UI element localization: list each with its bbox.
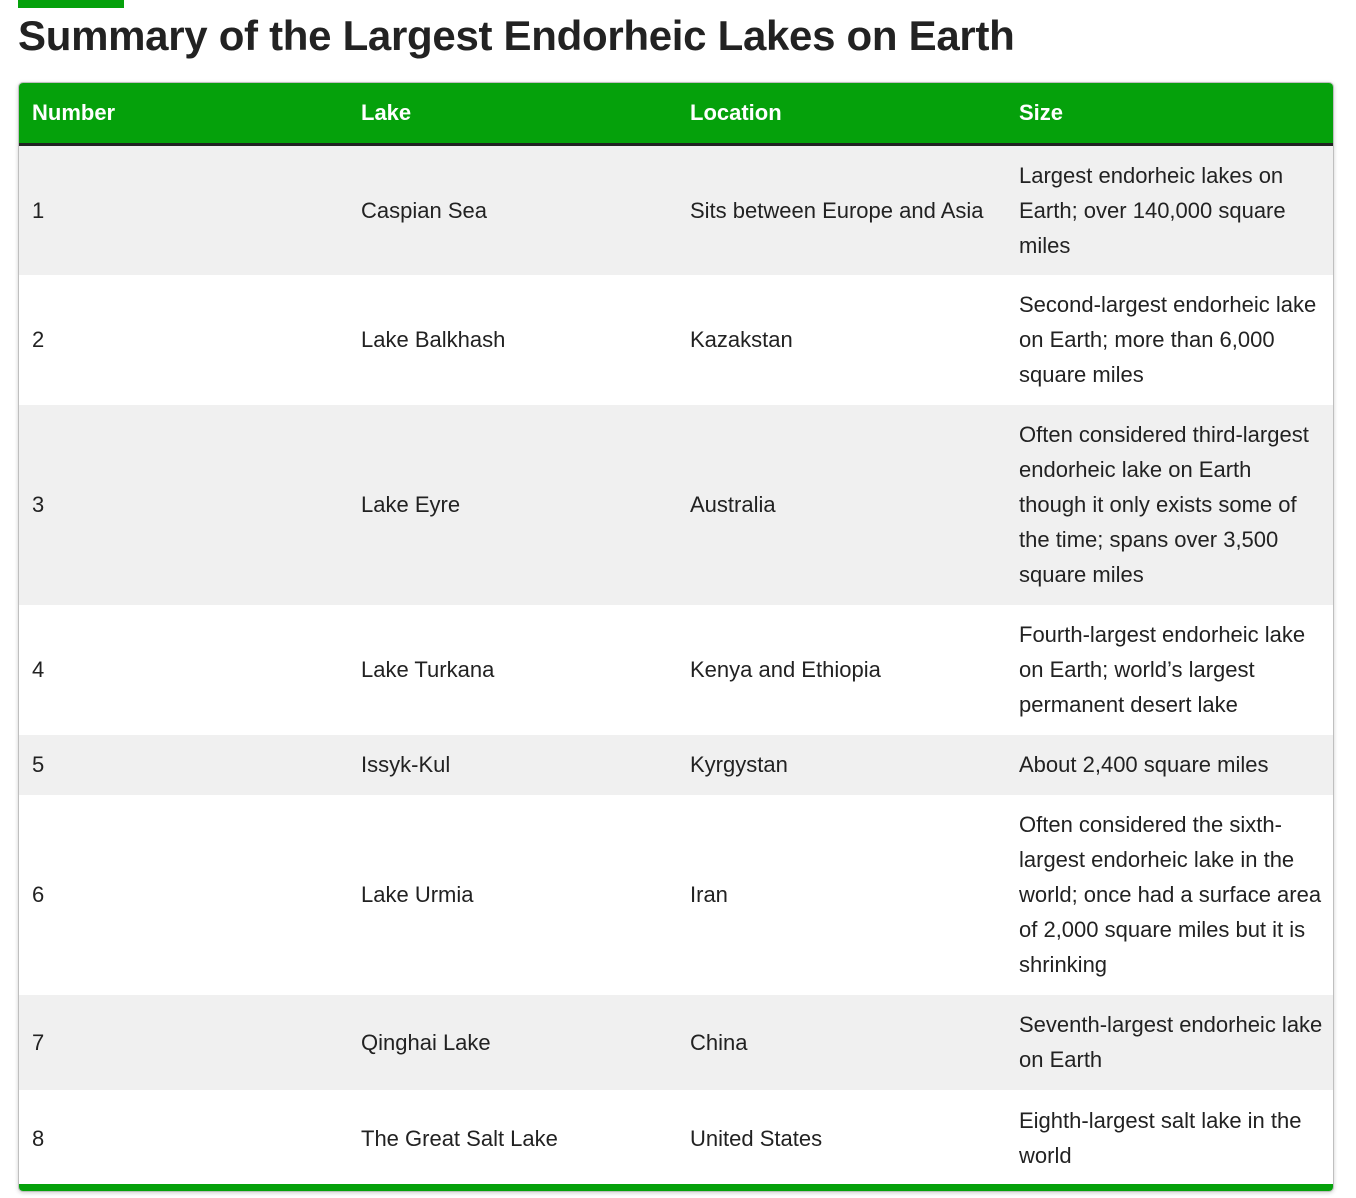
- table-row: [19, 735, 1333, 795]
- cell-size: Eighth-largest salt lake in the world: [1019, 1108, 1302, 1168]
- table-row: [19, 144, 1333, 275]
- table-header: [19, 83, 1333, 144]
- cell-location: Kenya and Ethiopia: [690, 657, 881, 682]
- cell-lake: Lake Balkhash: [361, 327, 506, 352]
- page-title: Summary of the Largest Endorheic Lakes on Earth: [18, 12, 1015, 59]
- cell-lake: Lake Turkana: [361, 657, 495, 682]
- column-header-size: Size: [1006, 83, 1333, 144]
- cell-location: China: [690, 1029, 748, 1055]
- cell-location: Iran: [690, 882, 728, 907]
- table-row: [19, 1090, 1333, 1185]
- cell-number: 6: [32, 882, 45, 907]
- cell-location: United States: [690, 1125, 823, 1151]
- cell-number: 8: [32, 1125, 45, 1151]
- cell-number: 5: [32, 752, 45, 777]
- column-header-location: Location: [677, 83, 1006, 144]
- cell-size: Often considered third-largest endorheic lake on Earth though it only exists some of the time; spans over 3,500 square miles: [1019, 422, 1309, 587]
- cell-number: 1: [32, 197, 45, 223]
- lakes-table: [19, 83, 1333, 1185]
- cell-number: 3: [32, 492, 45, 517]
- cell-size: Second-largest endorheic lake on Earth; more than 6,000 square miles: [1019, 292, 1317, 387]
- cell-size: Seventh-largest endorheic lake on Earth: [1019, 1012, 1323, 1072]
- cell-number: 4: [32, 657, 45, 682]
- cell-lake: Lake Urmia: [361, 882, 474, 907]
- table-row: [19, 795, 1333, 995]
- cell-size: Largest endorheic lakes on Earth; over 140,000 square miles: [1019, 162, 1286, 258]
- table-header-row: [19, 83, 1333, 144]
- table-row: [19, 605, 1333, 735]
- table-row: [19, 995, 1333, 1090]
- table-footer-bar: [19, 1184, 1333, 1191]
- column-header-lake: Lake: [348, 83, 677, 144]
- table-body: [19, 144, 1333, 1185]
- cell-lake: Issyk-Kul: [361, 752, 451, 777]
- cell-location: Kyrgystan: [690, 752, 788, 777]
- cell-location: Australia: [690, 492, 776, 517]
- cell-size: About 2,400 square miles: [1019, 752, 1269, 777]
- cell-number: 2: [32, 327, 45, 352]
- cell-size: Fourth-largest endorheic lake on Earth; world’s largest permanent desert lake: [1019, 622, 1306, 717]
- cell-lake: Caspian Sea: [361, 197, 487, 223]
- accent-bar: [18, 0, 124, 8]
- cell-lake: Lake Eyre: [361, 492, 461, 517]
- cell-location: Kazakstan: [690, 327, 793, 352]
- cell-size: Often considered the sixth-largest endorheic lake in the world; once had a surface area of 2,000 square miles but it is shrinking: [1019, 812, 1322, 977]
- cell-number: 7: [32, 1029, 45, 1055]
- lakes-table-container: [18, 82, 1334, 1192]
- table-row: [19, 405, 1333, 605]
- cell-lake: Qinghai Lake: [361, 1029, 491, 1055]
- column-header-number: Number: [19, 83, 348, 144]
- cell-location: Sits between Europe and Asia: [690, 197, 984, 223]
- table-row: [19, 275, 1333, 405]
- cell-lake: The Great Salt Lake: [361, 1125, 558, 1151]
